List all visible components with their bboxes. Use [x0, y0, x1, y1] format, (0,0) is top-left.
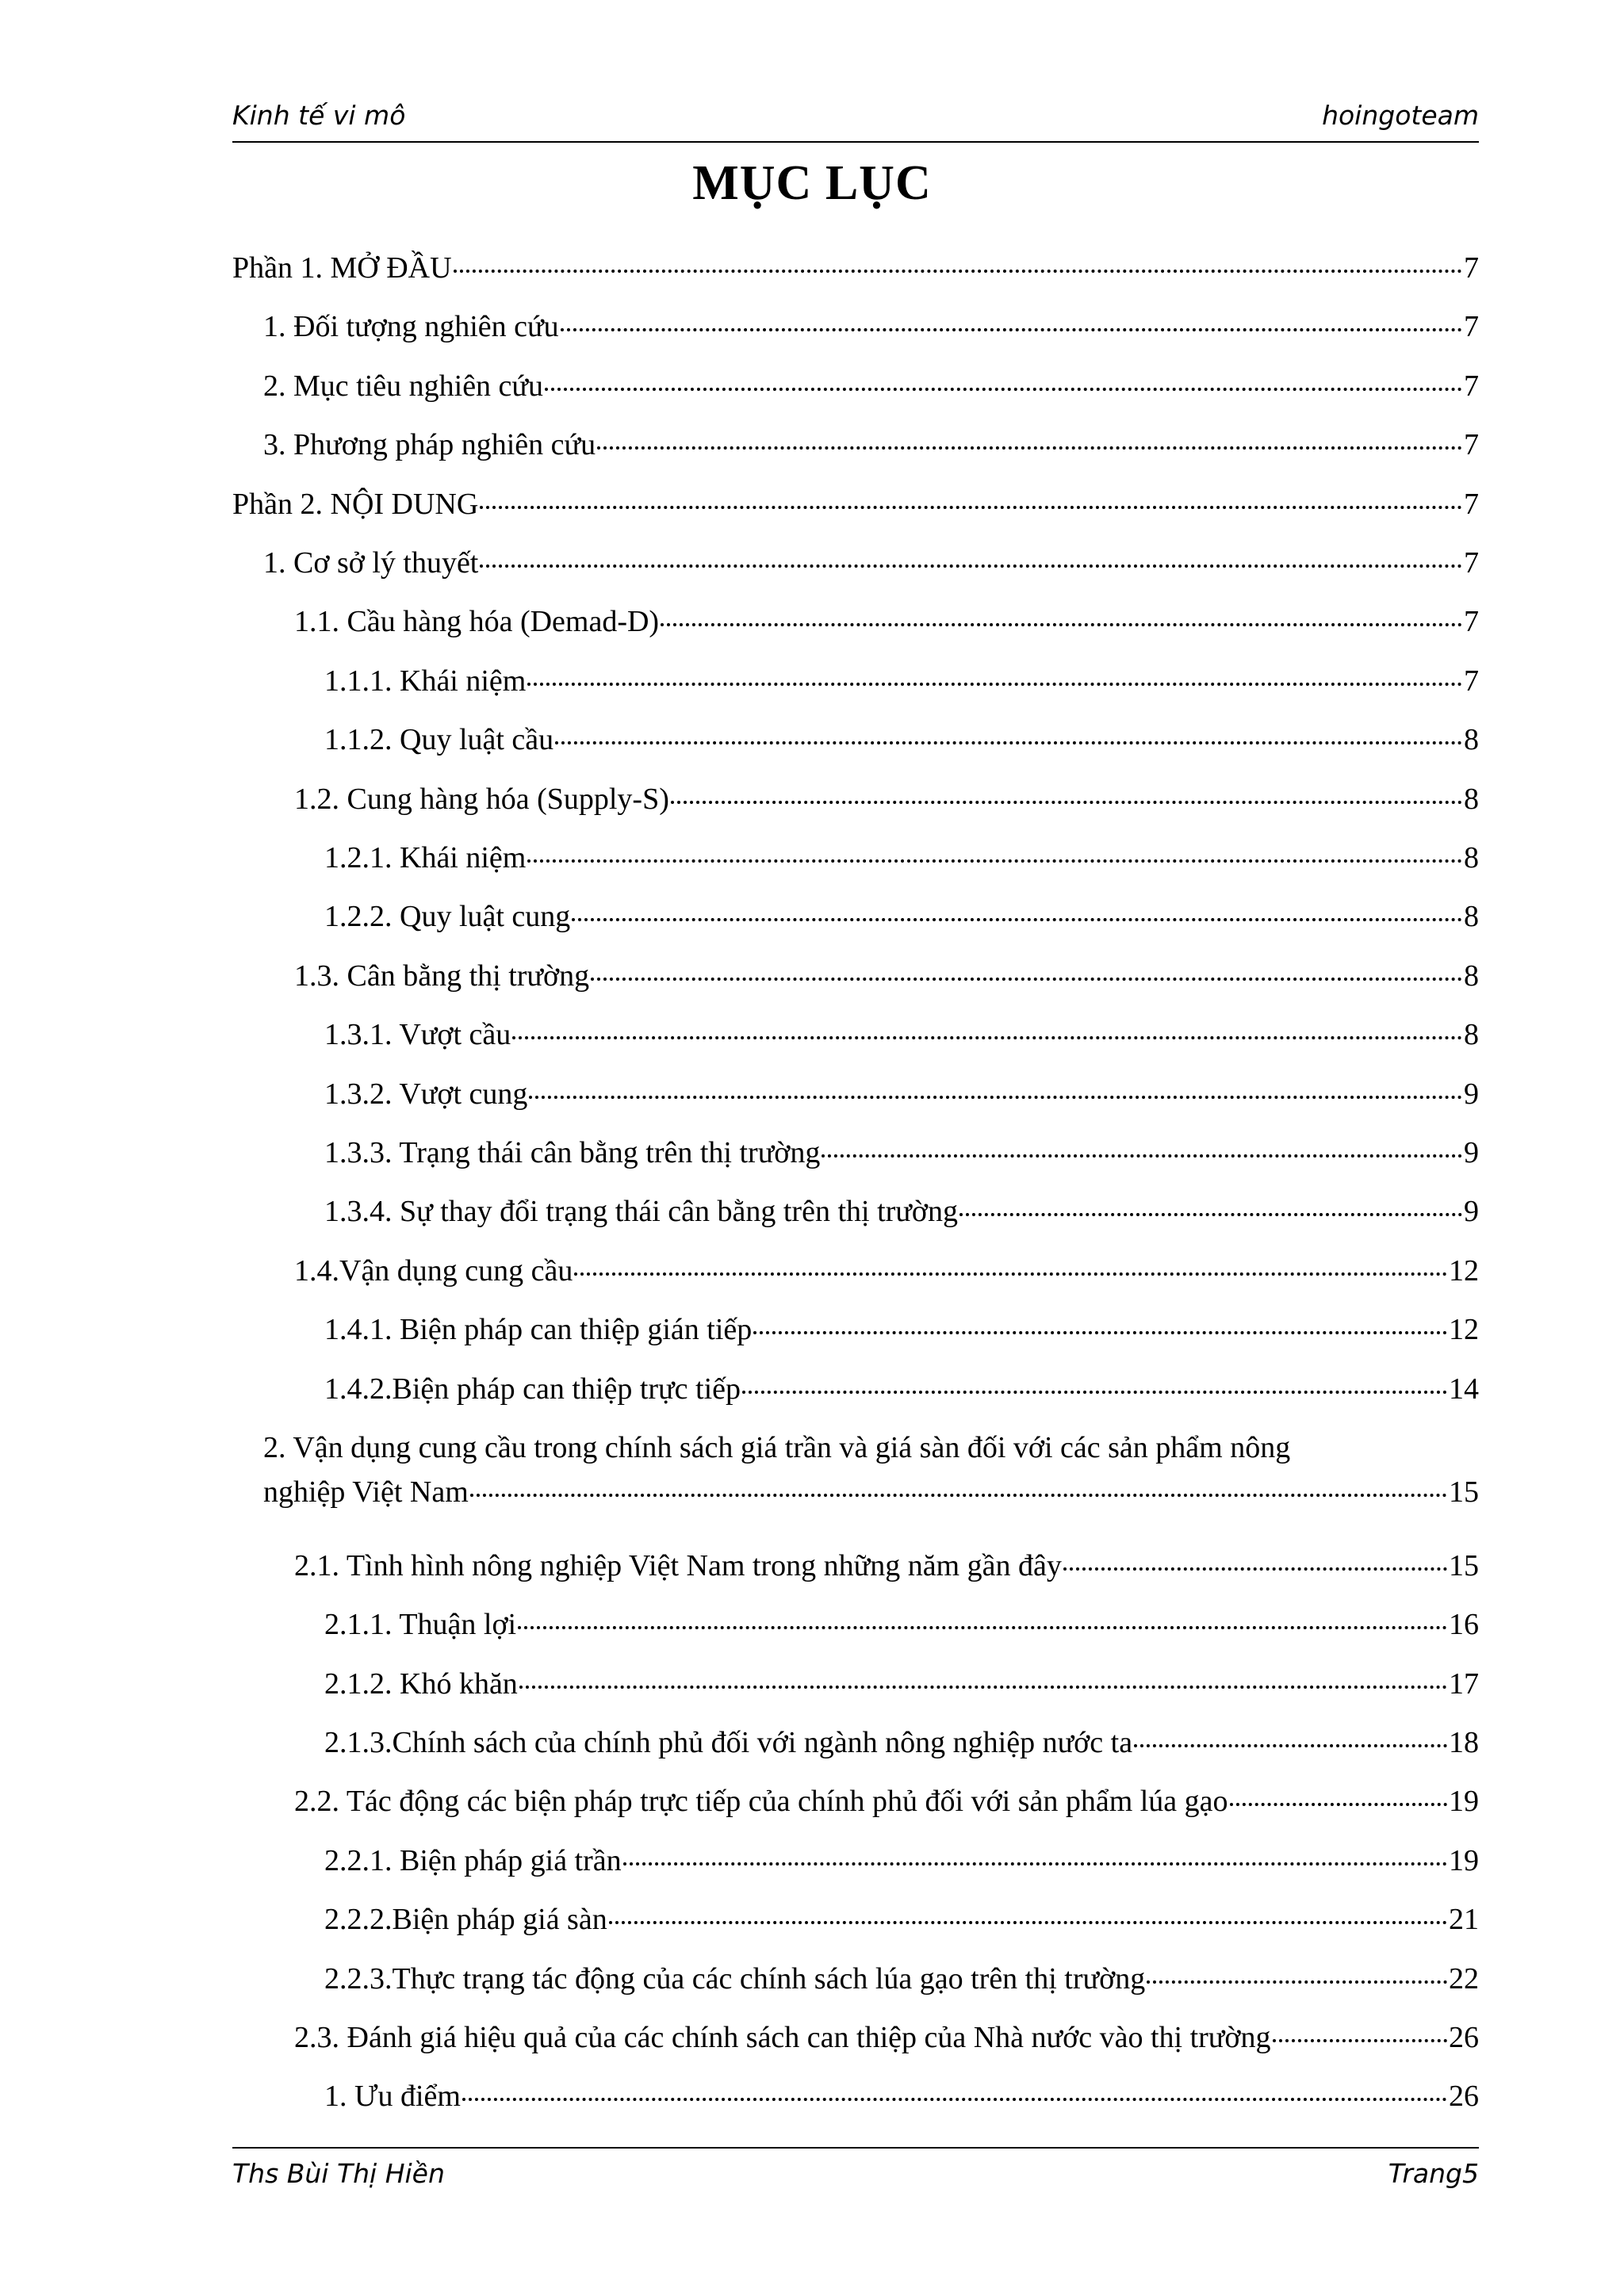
toc-entry-title: 2. Mục tiêu nghiên cứu — [263, 369, 544, 403]
toc-entry[interactable] — [232, 1307, 1479, 1352]
toc-page-number: 12 — [1449, 1253, 1479, 1288]
toc-page-number: 7 — [1464, 251, 1479, 285]
toc-page-number: 17 — [1449, 1667, 1479, 1701]
toc-entry[interactable] — [232, 423, 1479, 467]
dot-leader — [470, 1493, 1447, 1497]
toc-page-number: 7 — [1464, 605, 1479, 639]
toc-entry-title: 1. Ưu điểm — [324, 2080, 461, 2114]
toc-page-number: 7 — [1464, 546, 1479, 580]
footer-page-number: Trang5 — [1388, 2158, 1479, 2189]
toc-entry-title: 1.4.1. Biện pháp can thiệp gián tiếp — [324, 1313, 753, 1347]
dot-leader — [480, 564, 1462, 568]
dot-leader — [1273, 2038, 1448, 2042]
toc-entry[interactable] — [232, 1720, 1479, 1765]
dot-leader — [822, 1154, 1462, 1158]
dot-leader — [742, 1390, 1447, 1394]
page-header — [232, 97, 1479, 143]
dot-leader — [545, 387, 1462, 391]
dot-leader — [561, 327, 1462, 331]
footer-author: Ths Bùi Thị Hiền — [232, 2158, 445, 2189]
toc-entry-title: 1.4.2.Biện pháp can thiệp trực tiếp — [324, 1372, 741, 1406]
toc-entry[interactable] — [232, 364, 1479, 408]
dot-leader — [512, 1035, 1462, 1039]
dot-leader — [527, 682, 1462, 686]
dot-leader — [591, 977, 1462, 981]
toc-entry[interactable] — [232, 599, 1479, 644]
toc-entry[interactable] — [232, 1839, 1479, 1883]
toc-page-number: 8 — [1464, 782, 1479, 816]
toc-entry-title: 1.2.1. Khái niệm — [324, 841, 527, 874]
toc-entry[interactable] — [232, 1544, 1479, 1588]
toc-page-number: 16 — [1449, 1608, 1479, 1642]
toc-entry[interactable] — [232, 718, 1479, 762]
toc-entry-title: 1. Cơ sở lý thuyết — [263, 546, 479, 580]
toc-page-number: 15 — [1449, 1475, 1479, 1509]
toc-entry[interactable] — [232, 1897, 1479, 1942]
toc-page-number: 15 — [1449, 1548, 1479, 1582]
dot-leader — [753, 1330, 1447, 1334]
toc-entry[interactable] — [232, 2074, 1479, 2118]
toc-entry[interactable] — [232, 482, 1479, 526]
toc-entry[interactable] — [232, 1012, 1479, 1057]
page-footer — [232, 2147, 1479, 2204]
toc-entry[interactable] — [232, 246, 1479, 290]
dot-leader — [959, 1212, 1462, 1216]
dot-leader — [1230, 1802, 1447, 1806]
toc-entry[interactable] — [232, 659, 1479, 703]
dot-leader — [519, 1685, 1447, 1689]
toc-entry-title: 2.1. Tình hình nông nghiệp Việt Nam trong những năm gần đây — [294, 1548, 1062, 1582]
toc-entry-title: 1.1.2. Quy luật cầu — [324, 723, 554, 757]
toc-page-number: 21 — [1449, 1903, 1479, 1937]
dot-leader — [671, 800, 1462, 804]
toc-page-number: 8 — [1464, 900, 1479, 934]
toc-page-number: 8 — [1464, 723, 1479, 757]
toc-entry-title: Phần 2. NỘI DUNG — [232, 487, 479, 521]
toc-entry[interactable] — [232, 777, 1479, 821]
toc-entry-title: 1.1. Cầu hàng hóa (Demad-D) — [294, 605, 660, 639]
toc-page-number: 9 — [1464, 1077, 1479, 1111]
header-left-text: Kinh tế vi mô — [232, 100, 406, 131]
toc-page-number: 7 — [1464, 664, 1479, 698]
toc-entry[interactable] — [232, 541, 1479, 585]
toc-entry-title: 3. Phương pháp nghiên cứu — [263, 428, 596, 462]
toc-entry[interactable] — [232, 1602, 1479, 1647]
toc-page-number: 8 — [1464, 1018, 1479, 1052]
dot-leader — [462, 2097, 1447, 2101]
dot-leader — [572, 917, 1462, 921]
toc-entry[interactable] — [232, 2015, 1479, 2060]
toc-entry-title: 1.1.1. Khái niệm — [324, 664, 527, 698]
toc-entry[interactable] — [232, 1779, 1479, 1823]
toc-entry[interactable] — [232, 304, 1479, 349]
dot-leader — [623, 1862, 1447, 1866]
toc-entry-title-continued: nghiệp Việt Nam — [263, 1475, 469, 1509]
toc-page-number: 18 — [1449, 1726, 1479, 1759]
dot-leader — [480, 505, 1462, 509]
toc-entry[interactable] — [232, 1662, 1479, 1706]
dot-leader — [529, 1095, 1462, 1099]
toc-page-number: 19 — [1449, 1785, 1479, 1819]
toc-page-number: 7 — [1464, 487, 1479, 521]
toc-entry[interactable] — [232, 1957, 1479, 2001]
toc-page-number: 7 — [1464, 369, 1479, 403]
dot-leader — [661, 622, 1462, 626]
toc-entry-title: 2.3. Đánh giá hiệu quả của các chính sách can thiệp của Nhà nước vào thị trường — [294, 2021, 1271, 2054]
toc-page-number: 8 — [1464, 959, 1479, 993]
page-title: MỤC LỤC — [692, 156, 932, 210]
toc-entry[interactable] — [232, 836, 1479, 880]
toc-entry-title: 1.3.4. Sự thay đổi trạng thái cân bằng trên thị trường — [324, 1195, 958, 1229]
toc-entry[interactable] — [232, 954, 1479, 998]
toc-page-number: 7 — [1464, 310, 1479, 344]
toc-entry-title: 2.2.2.Biện pháp giá sàn — [324, 1903, 607, 1937]
toc-entry-title: 2.1.1. Thuận lợi — [324, 1608, 517, 1642]
toc-page-number: 26 — [1449, 2080, 1479, 2114]
dot-leader — [597, 446, 1462, 450]
toc-entry[interactable] — [232, 1425, 1479, 1514]
toc-entry[interactable] — [232, 1189, 1479, 1234]
toc-page-number: 9 — [1464, 1136, 1479, 1169]
toc-page-number: 19 — [1449, 1843, 1479, 1877]
dot-leader — [527, 859, 1462, 863]
toc-page-number: 9 — [1464, 1195, 1479, 1229]
toc-entry-title: 2. Vận dụng cung cầu trong chính sách giá trần và giá sàn đối với các sản phẩm nông — [263, 1431, 1291, 1464]
toc-entry-title: 1.3.2. Vượt cung — [324, 1077, 528, 1111]
toc-page-number: 7 — [1464, 428, 1479, 462]
dot-leader — [454, 269, 1462, 273]
toc-entry-title: 1. Đối tượng nghiên cứu — [263, 310, 559, 344]
toc-entry-title: 1.2.2. Quy luật cung — [324, 900, 571, 934]
toc-entry-title: 1.3. Cân bằng thị trường — [294, 959, 590, 993]
toc-entry-title: Phần 1. MỞ ĐẦU — [232, 251, 452, 285]
dot-leader — [1134, 1743, 1447, 1747]
header-right-text: hoingoteam — [1322, 100, 1479, 131]
dot-leader — [609, 1920, 1447, 1924]
toc-page-number: 12 — [1449, 1313, 1479, 1347]
toc-entry[interactable] — [232, 1367, 1479, 1411]
toc-entry-title: 1.2. Cung hàng hóa (Supply-S) — [294, 782, 669, 816]
toc-entry[interactable] — [232, 1131, 1479, 1175]
dot-leader — [518, 1625, 1447, 1629]
toc-entry-title: 2.2. Tác động các biện pháp trực tiếp của chính phủ đối với sản phẩm lúa gạo — [294, 1785, 1228, 1819]
toc-entry-title: 2.1.2. Khó khăn — [324, 1667, 518, 1701]
dot-leader — [555, 740, 1462, 744]
dot-leader — [574, 1272, 1447, 1276]
toc-page-number: 22 — [1449, 1961, 1479, 1996]
toc-entry-title: 1.3.1. Vượt cầu — [324, 1018, 511, 1052]
toc-page-number: 8 — [1464, 841, 1479, 874]
toc-entry[interactable] — [232, 1072, 1479, 1116]
toc-entry-title: 2.2.3.Thực trạng tác động của các chính sách lúa gạo trên thị trường — [324, 1961, 1146, 1996]
toc-entry-title: 1.3.3. Trạng thái cân bằng trên thị trường — [324, 1136, 821, 1169]
toc-page-number: 14 — [1449, 1372, 1479, 1406]
dot-leader — [1147, 1980, 1447, 1984]
toc-entry-title: 2.1.3.Chính sách của chính phủ đối với ngành nông nghiệp nước ta — [324, 1726, 1133, 1759]
toc-entry[interactable] — [232, 1249, 1479, 1293]
toc-entry-title: 1.4.Vận dụng cung cầu — [294, 1253, 573, 1288]
toc-entry-title: 2.2.1. Biện pháp giá trần — [324, 1843, 622, 1877]
toc-entry[interactable] — [232, 894, 1479, 939]
toc-page-number: 26 — [1449, 2021, 1479, 2054]
dot-leader — [1063, 1567, 1447, 1571]
